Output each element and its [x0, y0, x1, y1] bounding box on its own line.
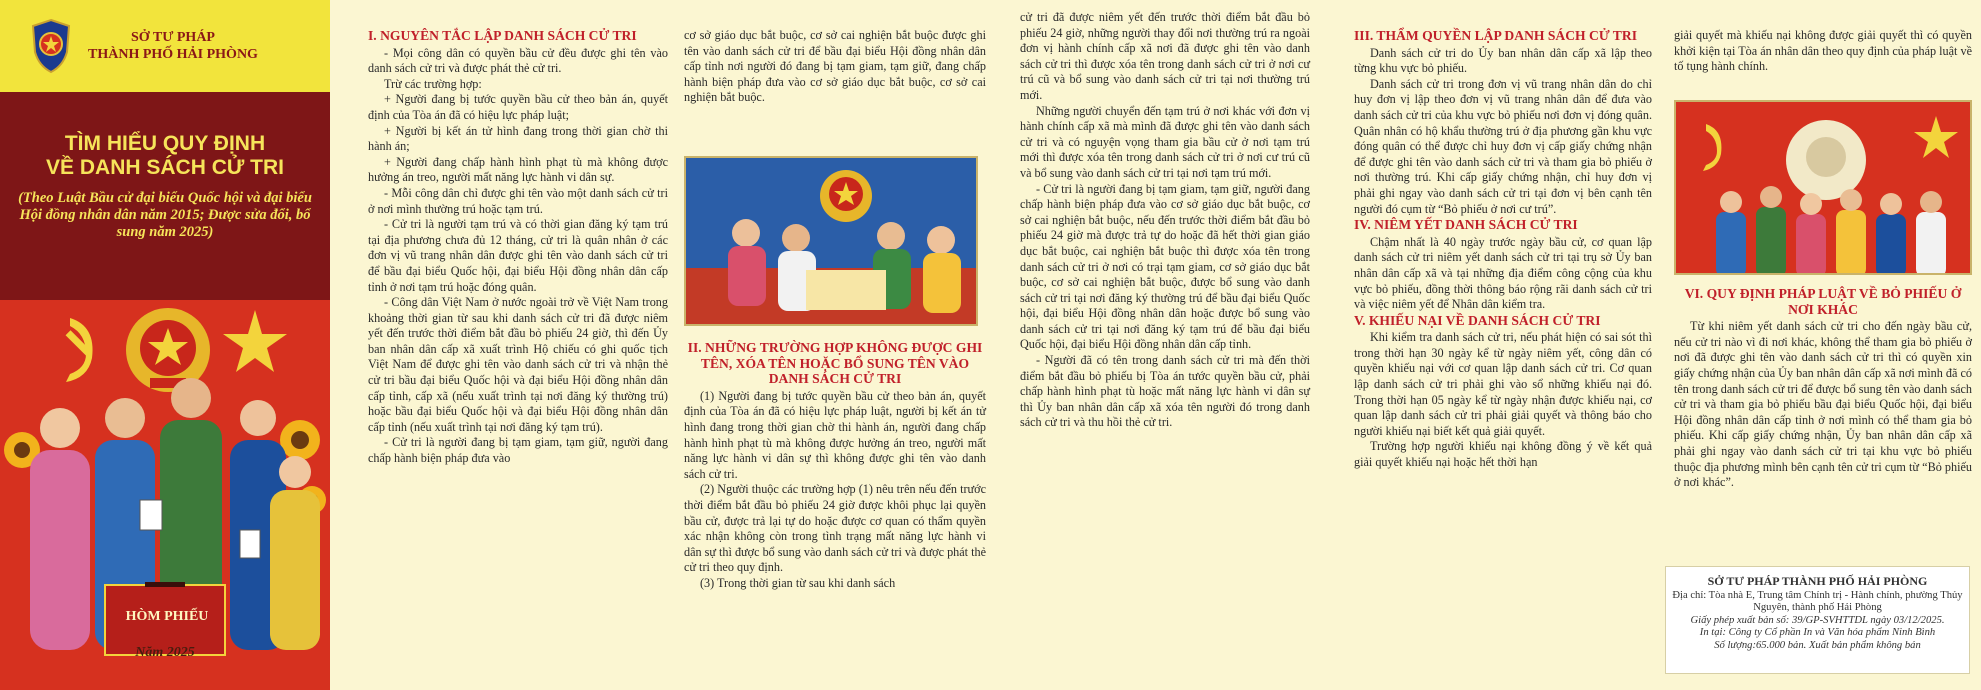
- cover-illustration-art: [0, 300, 330, 690]
- cover-org-line2: THÀNH PHỐ HẢI PHÒNG: [88, 47, 258, 62]
- col4-para: Danh sách cử tri do Ủy ban nhân dân cấp xã lập theo từng khu vực bỏ phiếu.: [1354, 45, 1652, 76]
- col3-para: cử tri đã được niêm yết đến trước thời điểm bắt đầu bỏ phiếu 24 giờ, những người thay đổi nơi thường trú ra ngoài đơn vị hành chính cấp xã nơi đã được ghi tên vào danh sách cử tri thì được xóa tên trong danh sách cử tri ở nơi cư trú cũ và bổ sung vào danh sách cử tri tại nơi thường trú mới.: [1020, 10, 1310, 102]
- col4-para: Khi kiểm tra danh sách cử tri, nếu phát hiện có sai sót thì trong thời hạn 30 ngày kể từ ngày niêm yết, công dân có quyền khiếu nại với cơ quan lập danh sách cử tri. Cơ quan lập danh sách cử tri phải ghi vào sổ những khiếu nại đó. Trong thời hạn 05 ngày kể từ ngày nhận được khiếu nại, cơ quan lập danh sách cử tri phải giải quyết và thông báo cho người khiếu nại biết kết quả giải quyết.: [1354, 330, 1652, 438]
- cover-illustration: [0, 300, 330, 690]
- col1-para: Trừ các trường hợp:: [384, 76, 482, 91]
- voting-illustration: [684, 156, 978, 326]
- cover-title-line1: TÌM HIỂU QUY ĐỊNH: [64, 132, 266, 155]
- cover-year: Năm 2025: [135, 645, 195, 660]
- column-3: [1020, 10, 1310, 431]
- col4-para: Trường hợp người khiếu nại không đồng ý về kết quả giải quyết khiếu nại hoặc hết thời hạn: [1354, 439, 1652, 470]
- cover-header: [0, 0, 330, 92]
- column-2-lower: [684, 340, 986, 592]
- cover-org-line1: SỞ TƯ PHÁP: [130, 30, 215, 45]
- col1-para: - Công dân Việt Nam ở nước ngoài trở về Việt Nam trong khoảng thời gian từ sau khi danh sách cử tri đã được niêm yết đến trước thời điểm bắt đầu bỏ phiếu 24 giờ, thì đến Ủy ban nhân dân cấp xã xuất trình Hộ chiếu có ghi quốc tịch Việt Nam để được ghi tên vào danh sách cử tri và nhận thẻ cử tri bầu đại biểu Quốc hội và đại biểu Hội đồng nhân dân cấp tỉnh, cấp xã (nếu xuất trình tại nơi đăng ký thường trú) hoặc bầu đại biểu Quốc hội và đại biểu Hội đồng nhân dân cấp tỉnh (nếu xuất trình tại nơi đăng ký tạm trú).: [368, 295, 668, 434]
- section-4-heading: IV. NIÊM YẾT DANH SÁCH CỬ TRI: [1354, 217, 1578, 233]
- cover-subtitle: (Theo Luật Bầu cử đại biểu Quốc hội và đại biểu Hội đồng nhân dân năm 2015; Được sửa đổi, bổ sung năm 2025): [18, 190, 312, 240]
- col5-para: Từ khi niêm yết danh sách cử tri cho đến ngày bầu cử, nếu cử tri nào vì đi nơi khác, không thể tham gia bỏ phiếu ở nơi đã được ghi tên vào danh sách cử tri thì có quyền xin giấy chứng nhận của Ủy ban nhân dân cấp xã nơi mình đã có tên trong danh sách cử tri để được bổ sung tên vào danh sách cử tri và tham gia bỏ phiếu bầu đại biểu Quốc hội, đại biểu Hội đồng nhân dân cấp tỉnh ở nơi mình có thể tham gia bỏ phiếu. Khi cấp giấy chứng nhận, Ủy ban nhân dân cấp xã phải ghi ngay vào danh sách cử tri tại khu vực bỏ phiếu thuộc địa phương mình bên cạnh tên cử tri cụm từ “Bỏ phiếu ở nơi khác”.: [1674, 319, 1972, 490]
- cover-org: [88, 29, 258, 63]
- publisher-footer: [1665, 566, 1970, 674]
- col1-para: - Mỗi công dân chỉ được ghi tên vào một danh sách cử tri ở nơi mình thường trú hoặc tạm trú.: [368, 185, 668, 216]
- section-3-heading: III. THẨM QUYỀN LẬP DANH SÁCH CỬ TRI: [1354, 28, 1637, 43]
- footer-license: Giấy phép xuất bản số: 39/GP-SVHTTDL ngày 03/12/2025.: [1690, 614, 1945, 626]
- column-5: [1674, 28, 1972, 75]
- col1-para: + Người bị kết án tử hình đang trong thời gian chờ thi hành án;: [368, 123, 668, 154]
- col1-para: - Cử tri là người tạm trú và có thời gian đăng ký tạm trú tại địa phương chưa đủ 12 tháng, cử tri là quân nhân ở các đơn vị vũ trang nhân dân được ghi tên vào danh sách cử tri để bầu đại biểu Quốc hội, đại biểu Hội đồng nhân dân cấp tỉnh ở nơi tạm trú hoặc đóng quân.: [368, 217, 668, 294]
- section-6-heading: VI. QUY ĐỊNH PHÁP LUẬT VỀ BỎ PHIẾU Ở NƠI KHÁC: [1684, 286, 1962, 317]
- footer-org: SỞ TƯ PHÁP THÀNH PHỐ HẢI PHÒNG: [1707, 574, 1928, 588]
- police-emblem-icon: [28, 17, 74, 75]
- ballot-box-label: HÒM PHIẾU: [125, 609, 209, 624]
- cover-title: [14, 132, 316, 180]
- col2-para: (1) Người đang bị tước quyền bầu cử theo bản án, quyết định của Tòa án đã có hiệu lực pháp luật, người bị kết án tử hình đang trong thời gian chờ thi hành án, người đang chấp hành hình phạt tù mà không được hưởng án treo, người mất năng lực hành vi dân sự thì không được ghi tên vào danh sách cử tri.: [684, 388, 986, 481]
- section-2-heading: II. NHỮNG TRƯỜNG HỢP KHÔNG ĐƯỢC GHI TÊN, XÓA TÊN HOẶC BỔ SUNG TÊN VÀO DANH SÁCH CỬ TRI: [687, 340, 983, 387]
- footer-printer: In tại: Công ty Cổ phần In và Văn hóa phẩm Ninh Bình: [1699, 627, 1936, 638]
- inner-panel-3: [1322, 0, 1981, 690]
- footer-address: Địa chỉ: Tòa nhà E, Trung tâm Chính trị - Hành chính, phường Thủy Nguyên, thành phố Hải Phòng: [1672, 589, 1963, 613]
- section-5-heading: V. KHIẾU NẠI VỀ DANH SÁCH CỬ TRI: [1354, 312, 1601, 328]
- column-5-lower: [1674, 286, 1972, 491]
- col3-para: Những người chuyển đến tạm trú ở nơi khác với đơn vị hành chính cấp xã mà mình đã được ghi tên vào danh sách cử tri và có nguyện vọng tham gia bầu cử ở nơi tạm trú mới thì được xóa tên trong danh sách cử tri ở nơi cư trú cũ và bổ sung vào danh sách cử tri tại nơi tạm trú mới.: [1020, 103, 1310, 180]
- col2-top-para: cơ sở giáo dục bắt buộc, cơ sở cai nghiện bắt buộc được ghi tên vào danh sách cử tri để bầu đại biểu Hội đồng nhân dân cấp tỉnh nơi người đó đang bị tạm giam, tạm giữ, đang chấp hành biện pháp đưa vào cơ sở giáo dục bắt buộc, cơ sở cai nghiện bắt buộc.: [684, 28, 986, 105]
- col1-para: - Cử tri là người đang bị tạm giam, tạm giữ, người đang chấp hành biện pháp đưa vào: [368, 435, 668, 466]
- cover-panel: [0, 0, 330, 690]
- col3-para: - Người đã có tên trong danh sách cử tri mà đến thời điểm bắt đầu bỏ phiếu bị Tòa án tước quyền bầu cử, phải chấp hành hình phạt tù hoặc mất năng lực hành vi dân sự thì Ủy ban nhân dân cấp xã xóa tên người đó trong danh sách cử tri và thu hồi thẻ cử tri.: [1020, 353, 1310, 430]
- col2-para: (2) Người thuộc các trường hợp (1) nêu trên nếu đến trước thời điểm bắt đầu bỏ phiếu 24 giờ được khôi phục lại quyền bầu cử, được trả lại tự do hoặc được cơ quan có thẩm quyền xác nhận không còn trong tình trạng mất năng lực hành vi dân sự thì được bổ sung vào danh sách cử tri và được phát thẻ cử tri theo quy định.: [684, 482, 986, 575]
- column-1: [368, 28, 668, 467]
- column-2: [684, 28, 986, 106]
- column-4: [1354, 28, 1652, 471]
- footer-quantity: Số lượng:65.000 bản. Xuất bản phẩm không bán: [1714, 639, 1921, 651]
- col1-para: - Mọi công dân có quyền bầu cử đều được ghi tên vào danh sách cử tri và được phát thẻ cử tri.: [368, 45, 668, 76]
- col4-para: Danh sách cử tri trong đơn vị vũ trang nhân dân do chỉ huy đơn vị lập theo đơn vị vũ trang nhân dân để đưa vào danh sách cử tri của khu vực bỏ phiếu nơi đơn vị đóng quân. Quân nhân có hộ khẩu thường trú ở địa phương gần khu vực đóng quân có thể được chỉ huy đơn vị cấp giấy chứng nhận để được ghi tên vào danh sách cử tri và tham gia bỏ phiếu ở nơi thường trú. Khi cấp giấy chứng nhận, chỉ huy đơn vị phải ghi ngay vào danh sách cử tri tại đơn vị bên cạnh tên người đó cụm từ “Bỏ phiếu ở nơi cư trú”.: [1354, 76, 1652, 216]
- col1-para: + Người đang chấp hành hình phạt tù mà không được hưởng án treo, người mất năng lực hành vi dân sự.: [368, 154, 668, 185]
- cover-title-line2: VỀ DANH SÁCH CỬ TRI: [46, 156, 284, 179]
- cover-title-block: [0, 92, 330, 300]
- col4-para: Chậm nhất là 40 ngày trước ngày bầu cử, cơ quan lập danh sách cử tri niêm yết danh sách cử tri tại trụ sở Ủy ban nhân dân cấp xã và tại những địa điểm công cộng của khu vực bỏ phiếu, đồng thời thông báo rộng rãi danh sách cử tri và việc niêm yết để Nhân dân kiểm tra.: [1354, 234, 1652, 312]
- inner-panel-2: [1014, 0, 1322, 690]
- section-1-heading: I. NGUYÊN TẮC LẬP DANH SÁCH CỬ TRI: [368, 28, 637, 43]
- col1-para: + Người đang bị tước quyền bầu cử theo bản án, quyết định của Tòa án đã có hiệu lực pháp luật;: [368, 92, 668, 122]
- inner-panel-1: [330, 0, 1014, 690]
- col5-top-para: giải quyết mà khiếu nại không được giải quyết thì có quyền khởi kiện tại Tòa án nhân dân theo quy định của pháp luật về tố tụng hành chính.: [1674, 28, 1972, 74]
- col3-para: - Cử tri là người đang bị tạm giam, tạm giữ, người đang chấp hành biện pháp đưa vào cơ sở giáo dục bắt buộc, cơ sở cai nghiện bắt buộc, nếu đến trước thời điểm bắt đầu bỏ phiếu 24 giờ mà được trả tự do hoặc đã hết thời gian giáo dục bắt buộc, cai nghiện bắt buộc thì được xóa tên trong danh sách cử tri ở nơi có trại tạm giam, cơ sở giáo dục bắt buộc, cơ sở cai nghiện bắt buộc, được bổ sung vào danh sách cử tri tại nơi đăng ký thường trú để bầu đại biểu Quốc hội, đại biểu Hội đồng nhân dân hoặc được bổ sung vào danh sách cử tri tại nơi đăng ký tạm trú để bầu đại biểu Quốc hội, đại biểu Hội đồng nhân dân cấp tỉnh.: [1020, 181, 1310, 352]
- col2-para: (3) Trong thời gian từ sau khi danh sách: [700, 575, 896, 590]
- leaders-illustration: [1674, 100, 1972, 275]
